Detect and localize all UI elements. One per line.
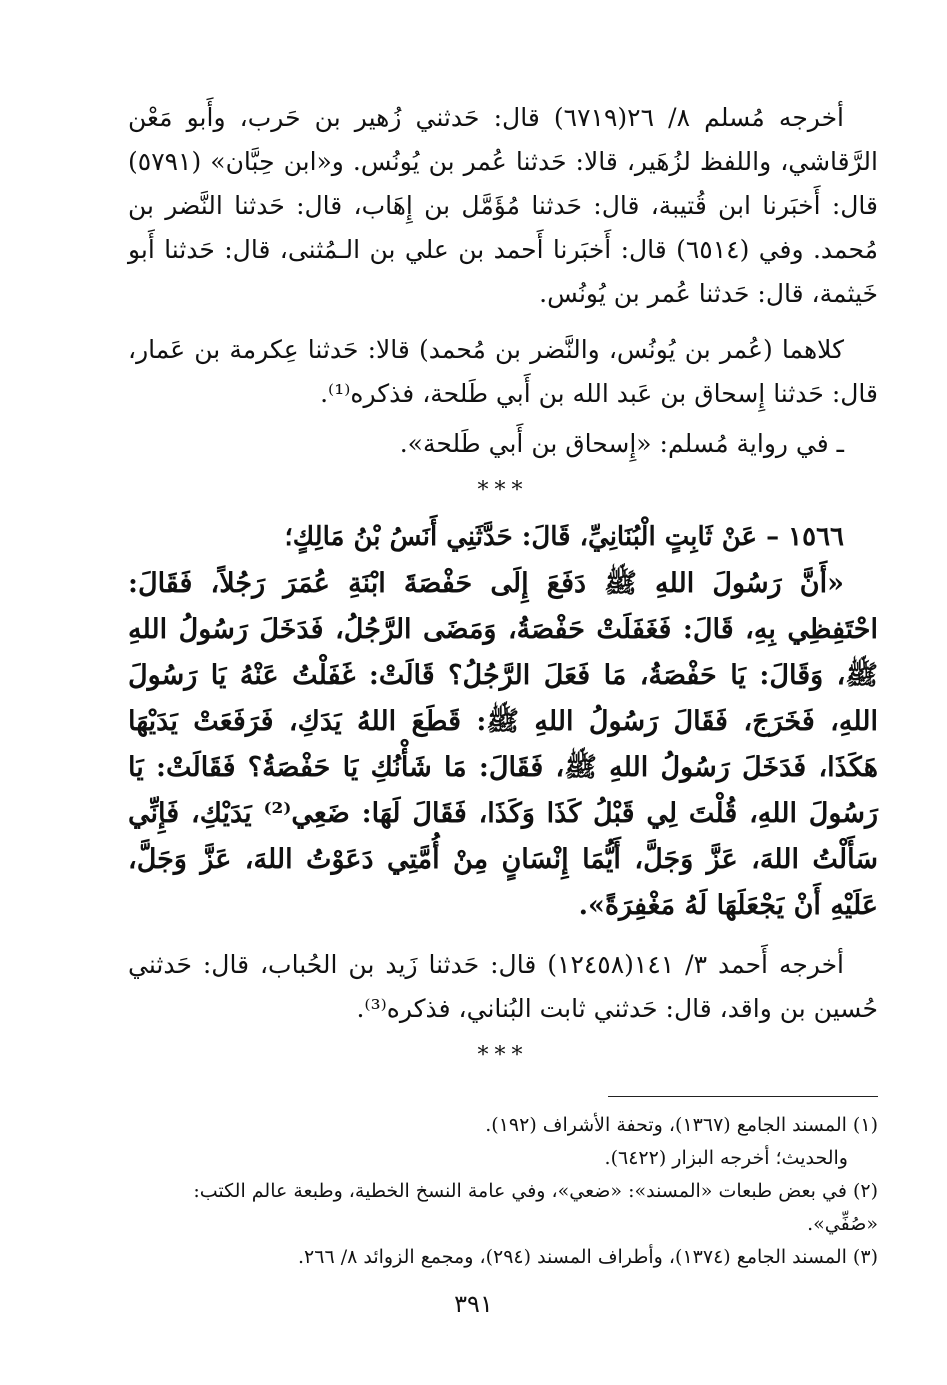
footnote-3: (٣) المسند الجامع (١٣٧٤)، وأطراف المسند (٢٩٤)، ومجمع الزوائد ٨/ ٢٦٦. (298, 1246, 878, 1268)
page-body (128, 96, 878, 1274)
footnote-2: (٢) في بعض طبعات «المسند»: «ضعي»، وفي عامة النسخ الخطية، وطبعة عالم الكتب: «صُفِّي». (193, 1180, 878, 1235)
takhrij-paragraph-2: كلاهما (عُمر بن يُونُس، والنَّضر بن مُحمد) قالا: حَدثنا عِكرمة بن عَمار، قال: حَدثنا إِسحاق بن عَبد الله بن أَبي طَلحة، فذكره⁽¹⁾. (128, 335, 878, 408)
page-number: ٣٩١ (454, 1290, 493, 1318)
section-separator: *** (477, 478, 529, 503)
riwaya-note: ـ في رواية مُسلم: «إِسحاق بن أَبي طَلحة». (399, 429, 844, 458)
hadith-text: «أَنَّ رَسُولَ اللهِ ﷺ دَفَعَ إِلَى حَفْصَةَ ابْنَةِ عُمَرَ رَجُلاً، فَقَالَ: احْتَفِظِي بِهِ، قَالَ: فَغَفَلَتْ حَفْصَةُ، وَمَضَى الرَّجُلُ، فَدَخَلَ رَسُولُ اللهِ ﷺ، وَقَالَ: يَا حَفْصَةُ، مَا فَعَلَ الرَّجُلُ؟ قَالَتْ: غَفَلْتُ عَنْهُ يَا رَسُولَ اللهِ، فَخَرَجَ، فَقَالَ رَسُولُ اللهِ ﷺ: قَطَعَ اللهُ يَدَكِ، فَرَفَعَتْ يَدَيْهَا هَكَذَا، فَدَخَلَ رَسُولُ اللهِ ﷺ، فَقَالَ: مَا شَأْنُكِ يَا حَفْصَةُ؟ فَقَالَتْ: يَا رَسُولَ اللهِ، قُلْتَ لِي قَبْلُ كَذَا وَكَذَا، فَقَالَ لَهَا: ضَعِي⁽²⁾ يَدَيْكِ، فَإِنِّي سَأَلْتُ اللهَ، عَزَّ وَجَلَّ، أَيُّمَا إِنْسَانٍ مِنْ أُمَّتِي دَعَوْتُ اللهَ، عَزَّ وَجَلَّ، عَلَيْهِ أَنْ يَجْعَلَهَا لَهُ مَغْفِرَةً». (128, 568, 878, 921)
footnote-1: (١) المسند الجامع (١٣٦٧)، وتحفة الأشراف (١٩٢). (485, 1114, 878, 1136)
footnote-1-continuation: والحديث؛ أخرجه البزار (٦٤٢٢). (604, 1147, 848, 1169)
takhrij-paragraph-1: أخرجه مُسلم ٨/ ٢٦(٦٧١٩) قال: حَدثني زُهير بن حَرب، وأَبو مَعْن الرَّقاشي، واللفظ لزُهَير، قالا: حَدثنا عُمر بن يُونُس. و«ابن حِبَّان» (٥٧٩١) قال: أَخبَرنا ابن قُتيبة، قال: حَدثنا مُؤَمَّل بن إِهَاب، قال: حَدثنا النَّضر بن مُحمد. وفي (٦٥١٤) قال: أَخبَرنا أَحمد بن علي بن الـمُثنى، قال: حَدثنا أَبو خَيثمة، قال: حَدثنا عُمر بن يُونُس. (128, 103, 878, 308)
footnote-divider (608, 1096, 878, 1097)
section-separator-2: *** (477, 1043, 529, 1068)
hadith-heading: ١٥٦٦ – عَنْ ثَابِتٍ الْبُنَانِيِّ، قَالَ: حَدَّثَنِي أَنَسُ بْنُ مَالِكٍ؛ (284, 522, 844, 552)
takhrij-paragraph-3: أخرجه أَحمد ٣/ ١٤١(١٢٤٥٨) قال: حَدثنا زَيد بن الحُباب، قال: حَدثني حُسين بن واقد، قال: حَدثني ثابت البُناني، فذكره⁽³⁾. (128, 950, 878, 1023)
